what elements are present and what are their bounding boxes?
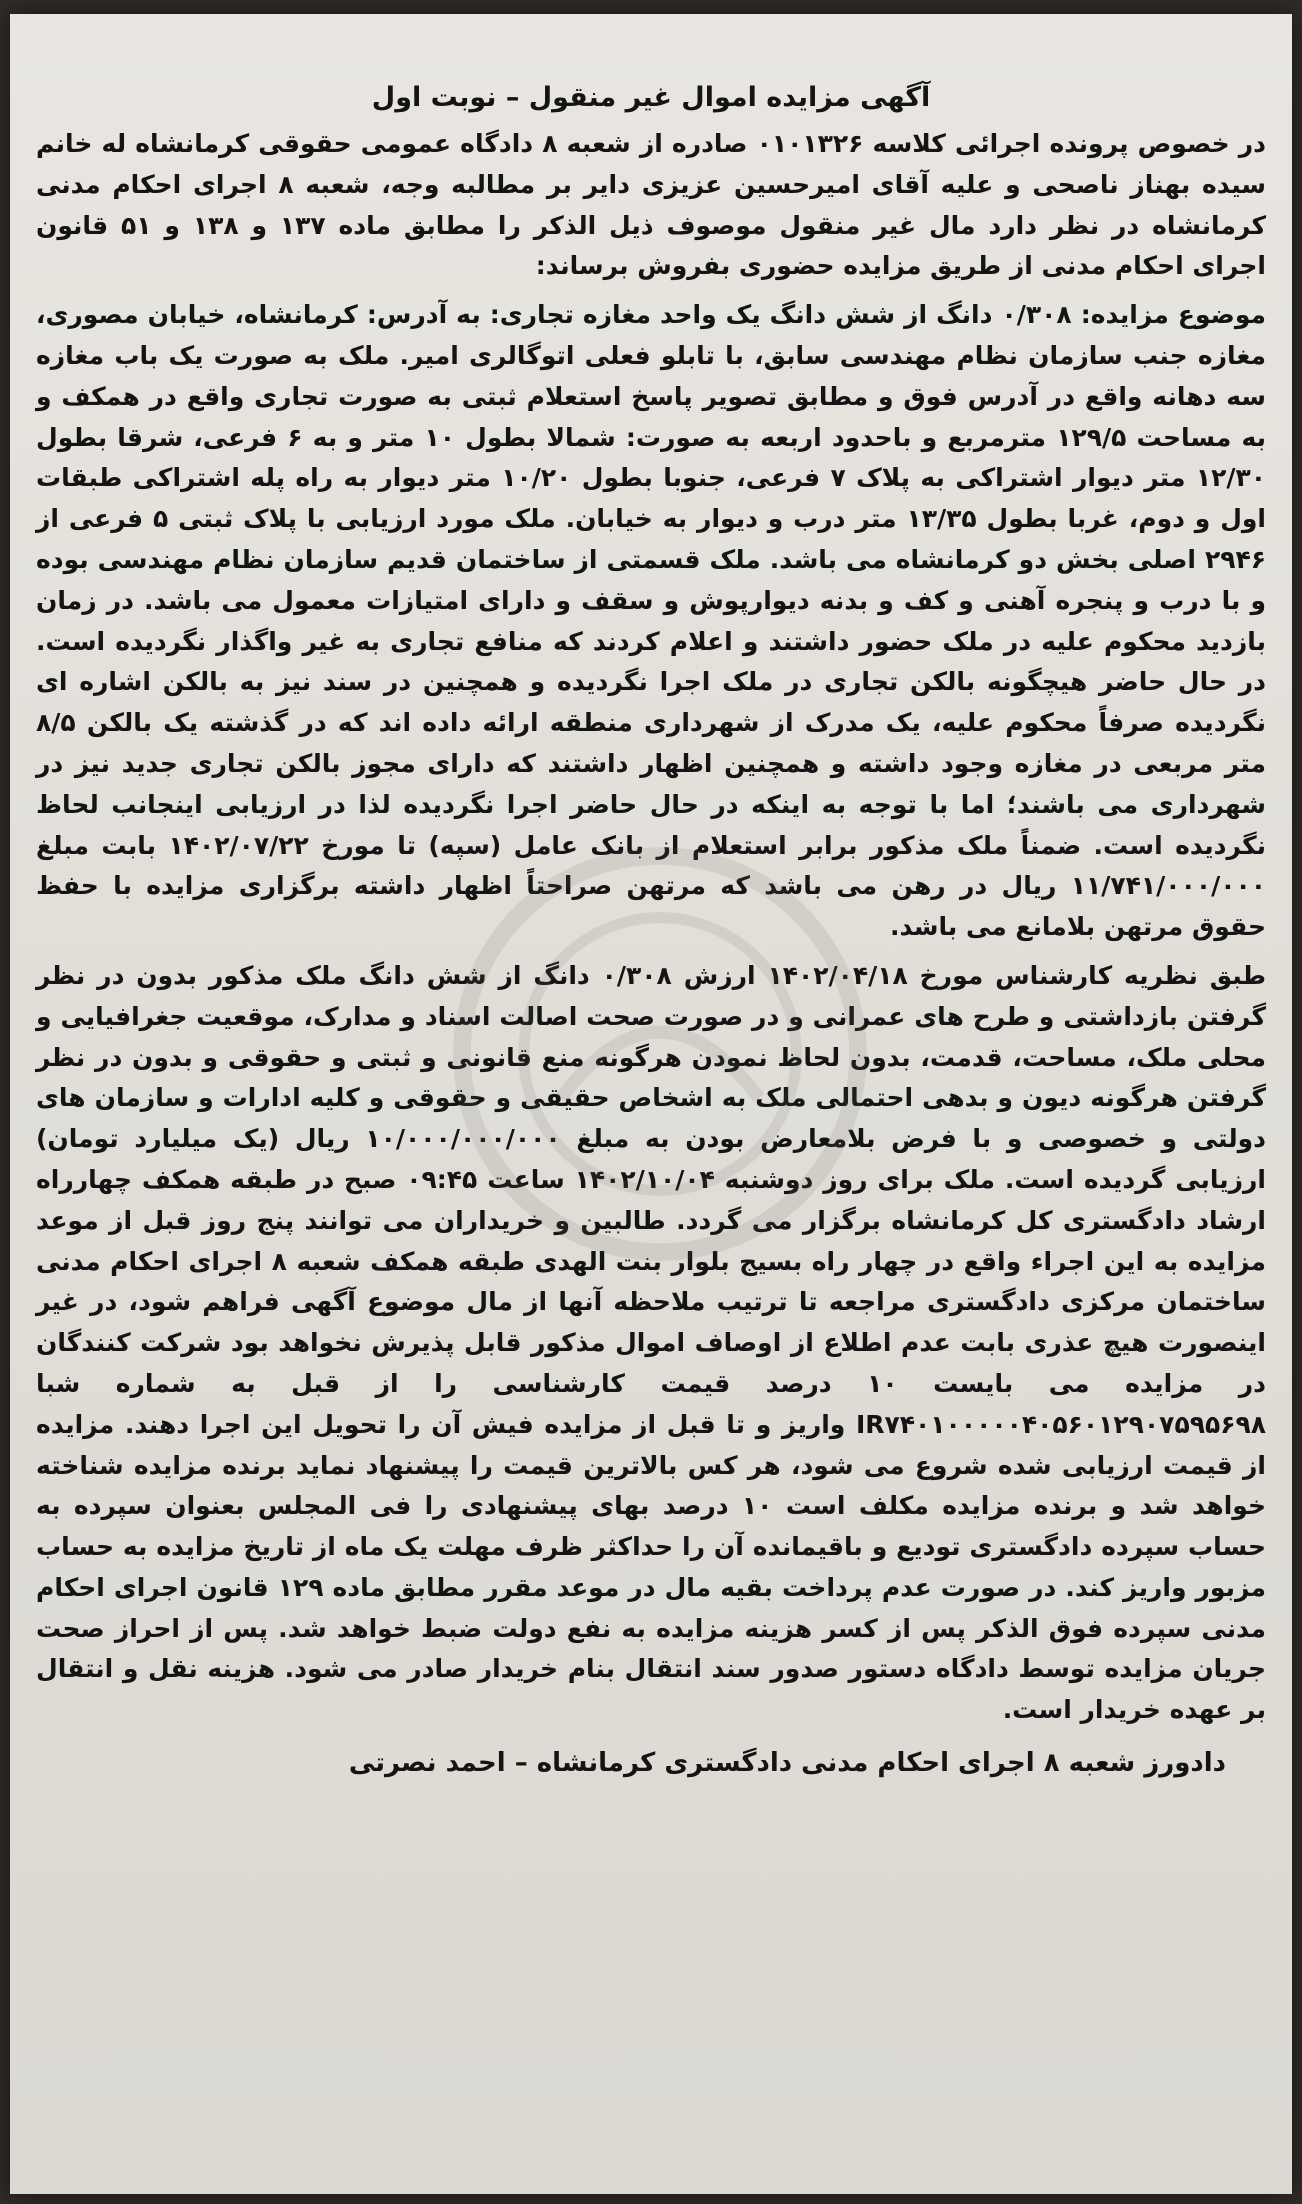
notice-title: آگهی مزایده اموال غیر منقول – نوبت اول: [371, 82, 931, 113]
notice-valuation-paragraph: طبق نظریه کارشناس مورخ ۱۴۰۲/۰۴/۱۸ ارزش ۰/۳۰۸ دانگ از شش دانگ ملک مذکور بدون در نظر گرفتن بازداشتی و طرح های عمرانی و در صورت صحت اصالت اسناد و مدارک، موقعیت جغرافیایی و محلی ملک، مساحت، قدمت، بدون لحاظ نمودن هرگونه منع قانونی و ثبتی و حقوقی و بدون در نظر گرفتن هرگونه دیون و بدهی احتمالی ملک به اشخاص حقیقی و حقوقی و کلیه ادارات و سازمان های دولتی و خصوصی و با فرض بلامعارض بودن به مبلغ ۱۰/۰۰۰/۰۰۰/۰۰۰ ریال (یک میلیارد تومان) ارزیابی گردیده است. ملک برای روز دوشنبه ۱۴۰۲/۱۰/۰۴ ساعت ۰۹:۴۵ صبح در طبقه همکف چهارراه ارشاد دادگستری کل کرمانشاه برگزار می گردد. طالبین و خریداران می توانند پنج روز قبل از موعد مزایده به این اجراء واقع در چهار راه بسیج بلوار بنت الهدی طبقه همکف شعبه ۸ اجرای احکام مدنی ساختمان مرکزی دادگستری مراجعه تا ترتیب ملاحظه آنها از مال موضوع آگهی فراهم شود، در غیر اینصورت هیچ عذری بابت عدم اطلاع از اوصاف اموال مذکور قابل پذیرش نخواهد بود شرکت کنندگان در مزایده می بایست ۱۰ درصد قیمت کارشناسی را از قبل به شماره شبا IR۷۴۰۱۰۰۰۰۰۴۰۵۶۰۱۲۹۰۷۵۹۵۶۹۸ واریز و تا قبل از مزایده فیش آن را تحویل این اجرا دهند. مزایده از قیمت ارزیابی شده شروع می شود، هر کس بالاترین قیمت را پیشنهاد نماید برنده مزایده شناخته خواهد شد و برنده مزایده مکلف است ۱۰ درصد بهای پیشنهادی را فی المجلس بعنوان سپرده به حساب سپرده دادگستری تودیع و باقیمانده آن را حداکثر ظرف مهلت یک ماه از تاریخ مزایده به حساب مزبور واریز کند. در صورت عدم پرداخت بقیه مال در موعد مقرر مطابق ماده ۱۲۹ قانون اجرای احکام مدنی سپرده فوق الذکر پس از کسر هزینه مزایده به نفع دولت ضبط خواهد شد. پس از احراز صحت جریان مزایده توسط دادگاه دستور صدور سند انتقال بنام خریدار صادر می شود. هزینه نقل و انتقال بر عهده خریدار است.: [36, 960, 1267, 1725]
notice-intro-paragraph: در خصوص پرونده اجرائی کلاسه ۰۱۰۱۳۲۶ صادره از شعبه ۸ دادگاه عمومی حقوقی کرمانشاه له خانم سیده بهناز ناصحی و علیه آقای امیرحسین عزیزی دایر بر مطالبه وجه، شعبه ۸ اجرای احکام مدنی کرمانشاه در نظر دارد مال غیر منقول موصوف ذیل الذکر را مطابق ماده ۱۳۷ و ۱۳۸ و ۵۱ قانون اجرای احکام مدنی از طریق مزایده حضوری بفروش برساند:: [36, 129, 1267, 281]
notice-signature: دادورز شعبه ۸ اجرای احکام مدنی دادگستری کرمانشاه – احمد نصرتی: [348, 1748, 1226, 1779]
notice-subject-paragraph: موضوع مزایده: ۰/۳۰۸ دانگ از شش دانگ یک واحد مغازه تجاری: به آدرس: کرمانشاه، خیابان مصوری، مغازه جنب سازمان نظام مهندسی سابق، با تابلو فعلی اتوگالری امیر. ملک به صورت یک باب مغازه سه دهانه واقع در آدرس فوق و مطابق تصویر پاسخ استعلام ثبتی به صورت تجاری واقع در همکف و به مساحت ۱۲۹/۵ مترمربع و باحدود اربعه به صورت: شمالا بطول ۱۰ متر و به ۶ فرعی، شرقا بطول ۱۲/۳۰ متر دیوار اشتراکی به پلاک ۷ فرعی، جنوبا بطول ۱۰/۲۰ متر دیوار به راه پله اشتراکی طبقات اول و دوم، غربا بطول ۱۳/۳۵ متر درب و دیوار به خیابان. ملک مورد ارزیابی با پلاک ثبتی ۵ فرعی از ۲۹۴۶ اصلی بخش دو کرمانشاه می باشد. ملک قسمتی از ساختمان قدیم سازمان نظام مهندسی بوده و با درب و پنجره آهنی و کف و بدنه دیوارپوش و سقف و دارای امتیازات معمول می باشد. در زمان بازدید محکوم علیه در ملک حضور داشتند و اعلام کردند که منافع تجاری به غیر واگذار نگردیده است. در حال حاضر هیچگونه بالکن تجاری در ملک اجرا نگردیده و همچنین در سند نیز به بالکن اشاره ای نگردیده صرفاً محکوم علیه، یک مدرک از شهرداری منطقه ارائه داده اند که در گذشته یک بالکن ۸/۵ متر مربعی در مغازه وجود داشته و همچنین اظهار داشتند که دارای مجوز بالکن تجاری جدید نیز در شهرداری می باشند؛ اما با توجه به اینکه در حال حاضر اجرا نگردیده لذا در ارزیابی اینجانب لحاظ نگردیده است. ضمناً ملک مذکور برابر استعلام از بانک عامل (سپه) تا مورخ ۱۴۰۲/۰۷/۲۲ بابت مبلغ ۱۱/۷۴۱/۰۰۰/۰۰۰ ریال در رهن می باشد که مرتهن صراحتاً اظهار داشته برگزاری مزایده با حفظ حقوق مرتهن بلامانع می باشد.: [36, 300, 1266, 942]
newspaper-clipping: [10, 14, 1292, 2194]
